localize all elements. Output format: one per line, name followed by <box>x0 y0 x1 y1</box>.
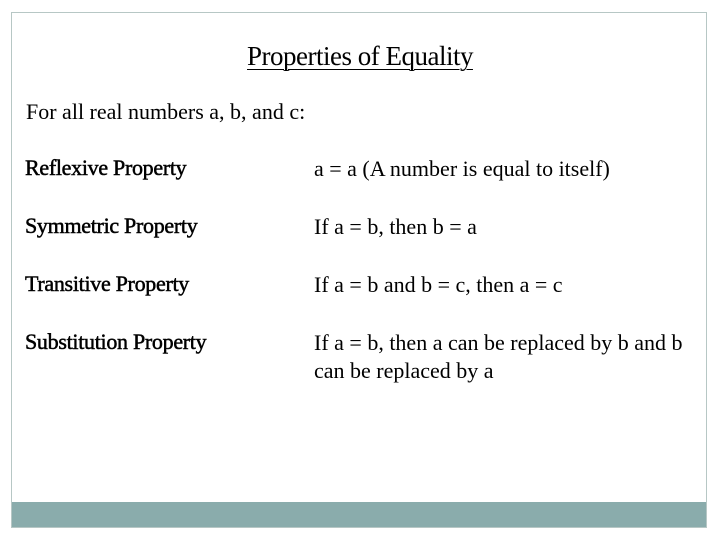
slide <box>11 12 707 528</box>
property-description: If a = b and b = c, then a = c <box>314 272 563 297</box>
property-name: Symmetric Property <box>25 213 198 238</box>
intro-text: For all real numbers a, b, and c: <box>26 99 306 124</box>
property-name: Reflexive Property <box>25 155 187 180</box>
property-description: If a = b, then b = a <box>314 214 477 239</box>
slide-title: Properties of Equality <box>247 41 473 71</box>
footer-bar <box>12 502 706 527</box>
property-name: Substitution Property <box>25 329 207 354</box>
property-description: If a = b, then a can be replaced by b and b can be replaced by a <box>314 330 683 383</box>
property-description: a = a (A number is equal to itself) <box>314 156 610 181</box>
property-name: Transitive Property <box>25 271 189 296</box>
